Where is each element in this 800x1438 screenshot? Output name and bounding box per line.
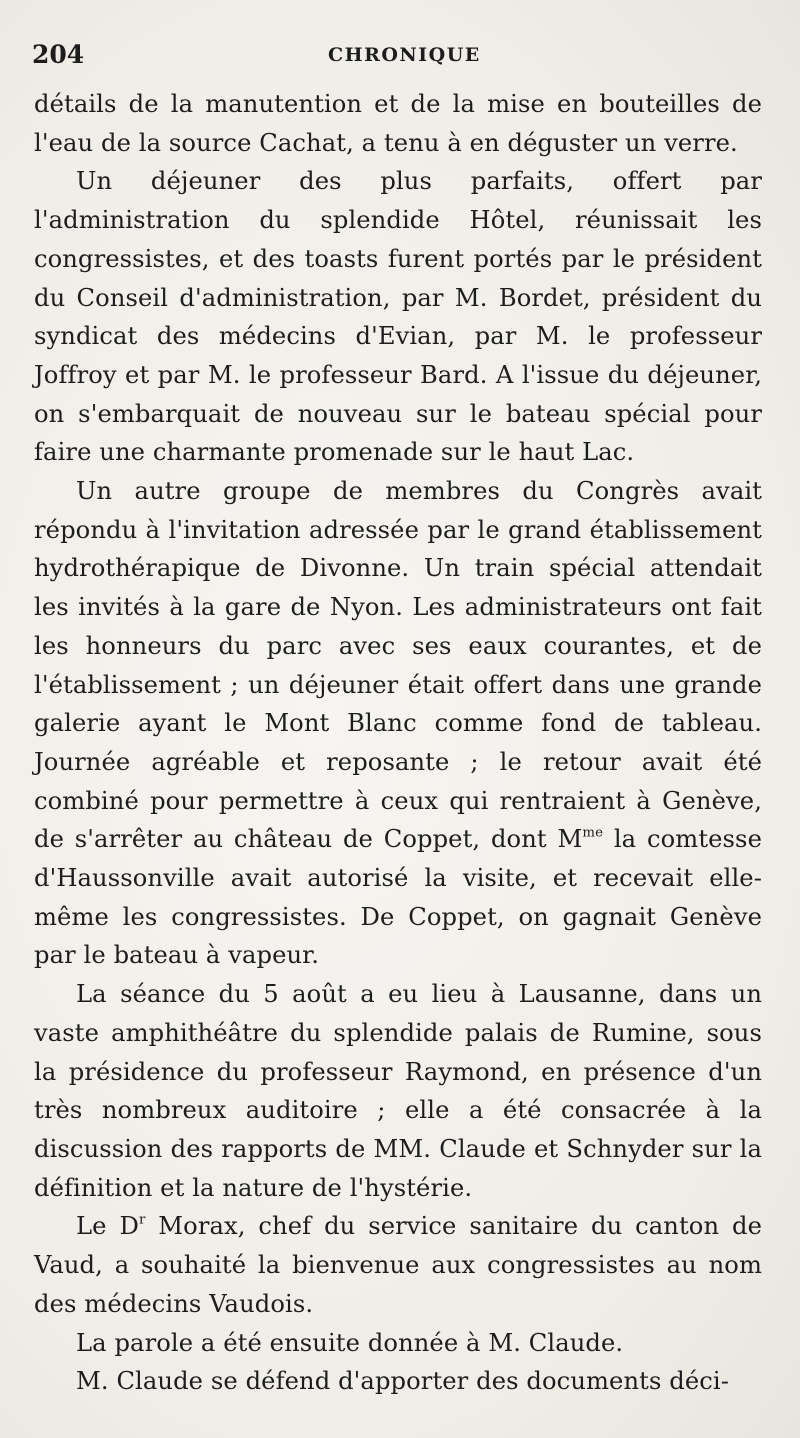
page-header xyxy=(32,38,762,72)
paragraph-continuation: détails de la manutention et de la mise en bouteilles de l'eau de la source Cachat, a tenu à en déguster un verre. xyxy=(34,90,762,157)
dr-abbrev: $D^r$ xyxy=(119,1212,146,1241)
running-title: CHRONIQUE xyxy=(328,44,481,66)
paragraph-dejeuner: Un déjeuner des plus parfaits, offert par l'administration du splendide Hôtel, réunissait les congressistes, et des toasts furent portés par le président du Conseil d'administration, par M. Bordet, président du syndicat des médecins d'Evian, par M. le professeur Joffroy et par M. le professeur Bard. A l'issue du déjeuner, on s'embarquait de nouveau sur le bateau spécial pour faire une charmante promenade sur le haut Lac. xyxy=(34,167,762,467)
paragraph-parole: La parole a été ensuite donnée à M. Claude. xyxy=(76,1328,624,1357)
paragraph-divonne-tail: la comtesse d'Haussonville avait autorisé la visite, et recevait elle-même les congressistes. De Coppet, on gagnait Genève par le bateau à vapeur. xyxy=(34,825,762,970)
paragraph-divonne xyxy=(34,472,762,975)
paragraph-seance: La séance du 5 août a eu lieu à Lausanne, dans un vaste amphithéâtre du splendide palais de Rumine, sous la présidence du professeur Raymond, en présence d'un très nombreux auditoire ; elle a été consacrée à la discussion des rapports de MM. Claude et Schnyder sur la définition et la nature de l'hystérie. xyxy=(34,980,762,1202)
paragraph-divonne-text: Un autre groupe de membres du Congrès avait répondu à l'invitation adressée par le grand établissement hydrothérapique de Divonne. Un train spécial attendait les invités à la gare de Nyon. Les administrateurs ont fait les honneurs du parc avec ses eaux courantes, et de l'établissement ; un déjeuner était offert dans une grande galerie ayant le Mont Blanc comme fond de tableau. Journée agréable et reposante ; le retour avait été combiné pour permettre à ceux qui rentraient à Genève, de s'arrêter au château de Coppet, dont xyxy=(34,477,762,854)
paragraph-morax: Le $D^r$ Morax, chef du service sanitaire du canton de Vaud, a souhaité la bienvenue aux congressistes au nom des médecins Vaudois. xyxy=(34,1212,762,1318)
mme-abbrev: $M^{me}$ xyxy=(557,825,604,854)
page-number: 204 xyxy=(32,40,85,69)
body-text xyxy=(34,85,762,1401)
paragraph-claude: M. Claude se défend d'apporter des documents déci- xyxy=(76,1367,729,1396)
paragraph-morax-tail: Morax, chef du service sanitaire du canton de Vaud, a souhaité la bienvenue aux congressistes au nom des médecins Vaudois. xyxy=(34,1212,762,1318)
